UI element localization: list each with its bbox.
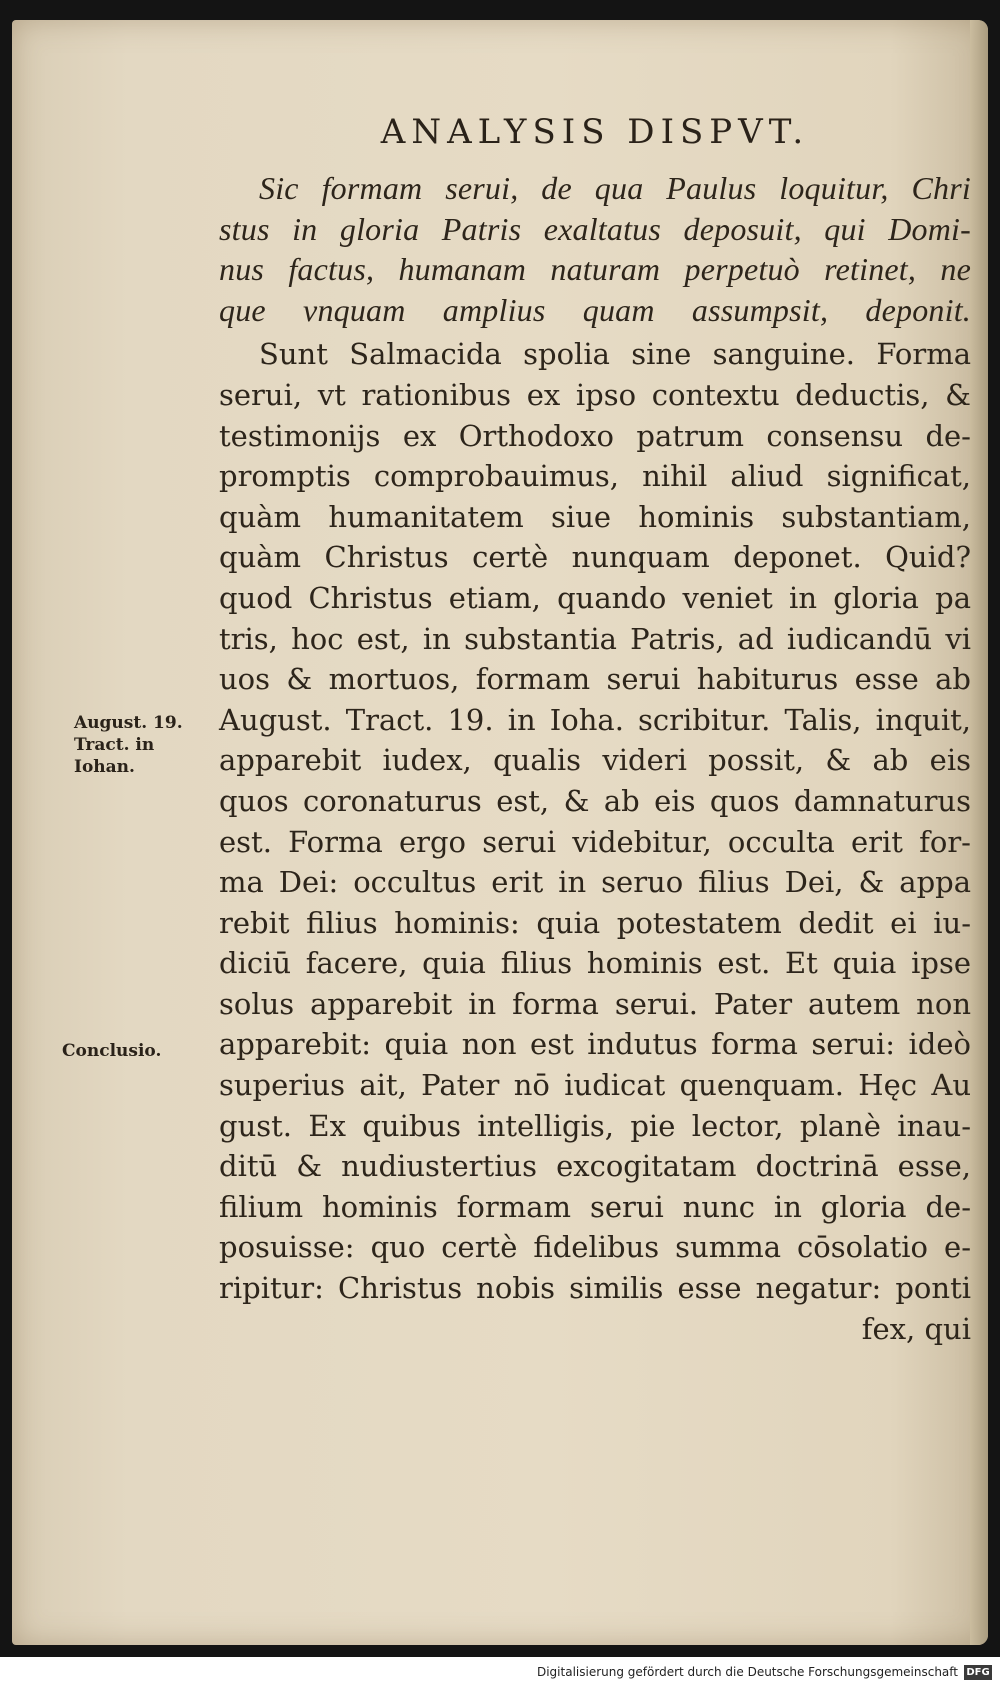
book-page <box>12 20 988 1645</box>
text-line: ma Dei: occultus erit in seruo filius Dei, & appa <box>219 865 971 900</box>
main-paragraph <box>219 334 971 1349</box>
text-line: promptis comprobauimus, nihil aliud significat, <box>219 459 971 494</box>
running-head: ANALYSIS DISPVT. <box>380 112 810 152</box>
page-edge <box>970 20 988 1645</box>
text-line: quod Christus etiam, quando veniet in gloria pa <box>219 580 971 615</box>
margin-note-line: Conclusio. <box>62 1041 162 1061</box>
dfg-logo: DFG <box>964 1665 992 1680</box>
text-line: superius ait, Pater nō iudicat quenquam. Hęc Au <box>219 1068 971 1103</box>
text-line: August. Tract. 19. in Ioha. scribitur. Talis, inquit, <box>219 702 971 737</box>
text-line: que vnquam amplius quam assumpsit, deponit. <box>219 291 971 328</box>
text-line: quàm humanitatem siue hominis substantiam, <box>219 499 971 534</box>
margin-note-line: Iohan. <box>74 757 135 777</box>
text-line: gust. Ex quibus intelligis, pie lector, planè inau- <box>219 1108 971 1143</box>
text-line: solus apparebit in forma serui. Pater autem non <box>219 986 971 1021</box>
digitization-credit: Digitalisierung gefördert durch die Deutsche Forschungsgemeinschaft <box>536 1665 958 1679</box>
footer-bar <box>0 1657 1000 1685</box>
margin-note-line: Tract. in <box>74 735 155 755</box>
text-line: diciū facere, quia filius hominis est. Et quia ipse <box>219 946 971 981</box>
text-line: serui, vt rationibus ex ipso contextu deductis, & <box>219 377 971 412</box>
text-line: Sic formam serui, de qua Paulus loquitur, Chri <box>259 170 971 206</box>
text-line: testimonijs ex Orthodoxo patrum consensu de- <box>219 418 971 453</box>
text-line: Sunt Salmacida spolia sine sanguine. Forma <box>259 337 971 372</box>
margin-note-line: August. 19. <box>74 713 183 733</box>
text-line: nus factus, humanam naturam perpetuò retinet, ne <box>219 251 971 288</box>
text-line: tris, hoc est, in substantia Patris, ad iudicandū vi <box>219 621 971 656</box>
text-line: quàm Christus certè nunquam deponet. Quid? <box>219 540 971 575</box>
margin-note-conclusio <box>62 1040 161 1062</box>
text-line: ditū & nudiustertius excogitatam doctrinā esse, <box>219 1149 971 1184</box>
text-line: apparebit iudex, qualis videri possit, & ab eis <box>219 743 971 778</box>
text-line: posuisse: quo certè fidelibus summa cōsolatio e- <box>219 1230 971 1265</box>
text-line: rebit filius hominis: quia potestatem dedit ei iu- <box>219 905 971 940</box>
text-line: filium hominis formam serui nunc in gloria de- <box>219 1189 971 1224</box>
text-line: uos & mortuos, formam serui habiturus esse ab <box>219 662 971 697</box>
italic-paragraph <box>219 168 971 330</box>
text-line: ripitur: Christus nobis similis esse negatur: ponti <box>219 1271 971 1306</box>
text-line: est. Forma ergo serui videbitur, occulta erit for- <box>219 824 971 859</box>
catchword-line: fex, qui <box>861 1311 971 1346</box>
text-line: stus in gloria Patris exaltatus deposuit, qui Domi- <box>219 210 971 247</box>
main-text-block <box>219 168 971 1349</box>
text-line: apparebit: quia non est indutus forma serui: ideò <box>219 1027 971 1062</box>
margin-note-augustine <box>74 712 183 778</box>
text-line: quos coronaturus est, & ab eis quos damnaturus <box>219 783 971 818</box>
